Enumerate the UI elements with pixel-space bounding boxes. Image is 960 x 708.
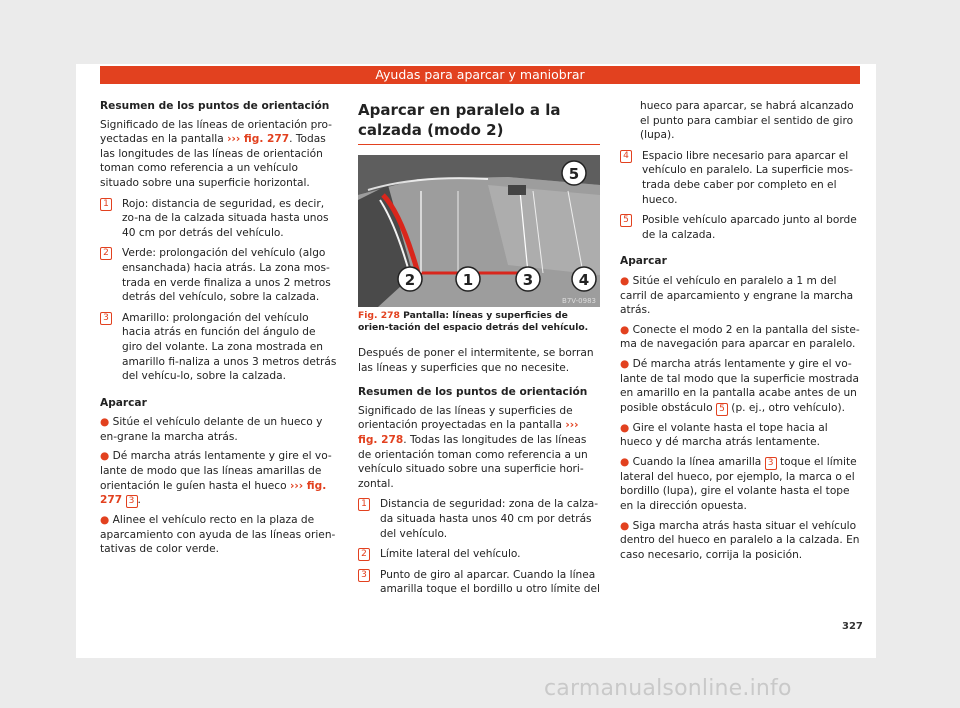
figure-parking-display [358, 155, 600, 307]
column-left [100, 99, 338, 557]
item-number-badge: 3 [100, 312, 112, 325]
figure-caption: Fig. 278 Pantalla: líneas y superficies de orien-tación del espacio detrás del vehículo. [358, 310, 589, 333]
title-rule [358, 144, 600, 145]
paragraph: Después de poner el intermitente, se borran las líneas y superficies que no necesite. [358, 347, 594, 374]
bullet-item: ● Siga marcha atrás hasta situar el vehículo dentro del hueco en paralelo a la calzada. En caso necesario, corrija la posición. [620, 519, 860, 561]
list-item: 3 Punto de giro al aparcar. Cuando la línea amarilla toque el bordillo u otro límite del [358, 568, 600, 597]
callout-label: 2 [404, 271, 416, 289]
bullet-icon: ● [100, 514, 110, 527]
callout-label: 5 [568, 165, 580, 183]
bullet-icon: ● [620, 421, 630, 434]
list-item: 1 Distancia de seguridad: zona de la calza-da situada hasta unos 40 cm por detrás del vehículo. [358, 497, 600, 541]
item-number-badge: 1 [100, 198, 112, 211]
bullet-item: ● Conecte el modo 2 en la pantalla del siste-ma de navegación para aparcar en paralelo. [620, 323, 860, 351]
figure-link[interactable]: ››› fig. 277 [100, 479, 327, 507]
page-number: 327 [842, 621, 863, 632]
list-item: 2 Verde: prolongación del vehículo (algo ensanchada) hacia atrás. La zona mos-trada en verde finaliza a unos 2 metros detrás del vehículo, sobre la calzada. [100, 246, 338, 304]
item-number-badge: 4 [620, 150, 632, 163]
bullet-item: ● Sitúe el vehículo delante de un hueco y en-grane la marcha atrás. [100, 416, 323, 443]
list-item: 3 Amarillo: prolongación del vehículo hacia atrás en función del ángulo de giro del volante. La zona mostrada en amarillo fi-naliza a unos 3 metros detrás del vehícu-lo, sobre la calzada. [100, 311, 338, 384]
page-header: Ayudas para aparcar y maniobrar [100, 66, 860, 84]
list-item: 4 Espacio libre necesario para aparcar el vehículo en paralelo. La superficie mos-trada debe caber por completo en el hueco. [620, 149, 860, 207]
bullet-item: ● Cuando la línea amarilla 3 toque el límite lateral del hueco, por ejemplo, la marca o el bordillo (lupa), gire el volante hasta el tope en la dirección opuesta. [620, 455, 857, 513]
bullet-icon: ● [100, 450, 110, 463]
continued-text: hueco para aparcar, se habrá alcanzado el punto para cambiar el sentido de giro (lupa). [640, 100, 854, 142]
camera-view-illustration [358, 155, 600, 307]
item-number-badge: 2 [358, 548, 370, 561]
bullet-icon: ● [620, 519, 630, 532]
callout-label: 3 [522, 271, 534, 289]
bullet-item: ● Gire el volante hasta el tope hacia al hueco y dé marcha atrás lentamente. [620, 421, 828, 449]
bullet-item: ● Dé marcha atrás lentamente y gire el vo-lante de tal modo que la superficie mostrada en amarillo en la pantalla acabe antes de un posible obstáculo 5 (p. ej., otro vehículo). [620, 357, 859, 414]
column-right [620, 99, 860, 562]
list-item: 1 Rojo: distancia de seguridad, es decir, zo-na de la calzada situada hasta unos 40 cm por detrás del vehículo. [100, 197, 338, 241]
item-number-badge: 5 [620, 214, 632, 227]
item-number-badge: 3 [765, 457, 777, 470]
aparcar-heading: Aparcar [100, 396, 147, 409]
item-number-badge: 3 [126, 495, 138, 508]
callout-label: 1 [462, 271, 474, 289]
bullet-item: ● Dé marcha atrás lentamente y gire el vo-lante de modo que las líneas amarillas de orientación le guíen hasta el hueco ››› fig. 277 3 . [100, 450, 332, 507]
bullet-item: ● Alinee el vehículo recto en la plaza de aparcamiento con ayuda de las líneas orien-tativas de color verde. [100, 514, 336, 556]
section-heading: Resumen de los puntos de orientación [100, 100, 330, 112]
bullet-icon: ● [100, 416, 110, 429]
list-item: 5 Posible vehículo aparcado junto al borde de la calzada. [620, 213, 860, 242]
figure-code: B7V-0983 [562, 297, 596, 305]
item-number-badge: 5 [716, 403, 728, 416]
item-number-badge: 2 [100, 247, 112, 260]
watermark: carmanualsonline.info [544, 676, 792, 701]
intro-paragraph: Significado de las líneas y superficies de orientación proyectadas en la pantalla ››› fig. 278. Todas las longitudes de las líneas de orientación toman como referencia a un vehículo situado sobre una superficie hori-zontal. [358, 404, 588, 490]
figure-link[interactable]: ››› fig. 278 [358, 419, 579, 446]
aparcar-heading: Aparcar [620, 255, 667, 268]
list-item: 2 Límite lateral del vehículo. [358, 547, 600, 562]
bullet-icon: ● [620, 274, 630, 287]
bullet-icon: ● [620, 357, 630, 370]
item-number-badge: 3 [358, 569, 370, 582]
item-number-badge: 1 [358, 498, 370, 511]
section-heading: Resumen de los puntos de orientación [358, 386, 588, 399]
intro-paragraph: Significado de las líneas de orientación pro-yectadas en la pantalla ››› fig. 277. Todas las longitudes de las líneas de orientación toman como referencia a un vehículo situado sobre una superficie horizontal. [100, 118, 332, 189]
bullet-icon: ● [620, 323, 630, 336]
column-middle [358, 100, 600, 597]
callout-label: 4 [578, 271, 590, 289]
section-title: Aparcar en paralelo a la calzada (modo 2) [358, 101, 561, 139]
bullet-item: ● Sitúe el vehículo en paralelo a 1 m del carril de aparcamiento y engrane la marcha atrás. [620, 274, 854, 317]
figure-link[interactable]: ››› fig. 277 [227, 133, 290, 146]
bullet-icon: ● [620, 455, 630, 468]
